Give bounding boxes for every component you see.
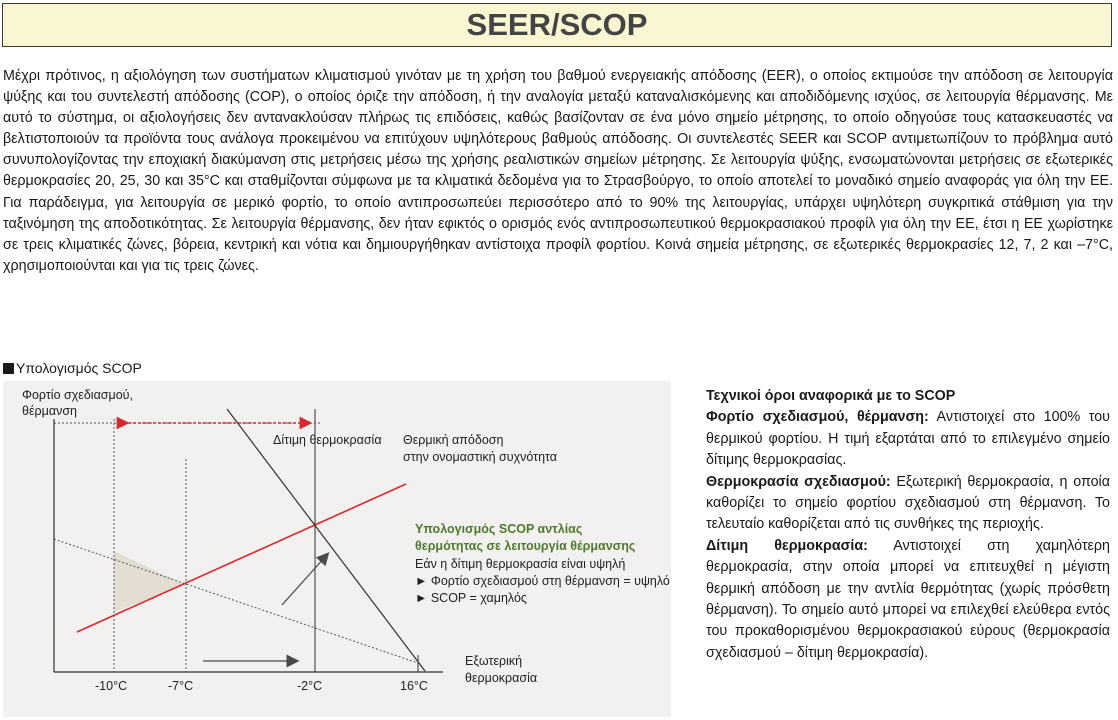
condition-text: Εάν η δίτιμη θερμοκρασία είναι υψηλή (415, 557, 626, 571)
tick-16: 16°C (400, 679, 428, 693)
terms-heading: Τεχνικοί όροι αναφορικά με το SCOP (706, 388, 956, 404)
y-axis-label-1: Φορτίο σχεδιασμού, (22, 388, 133, 402)
scop-title-2: θερμότητας σε λειτουργία θέρμανσης (415, 539, 636, 553)
square-bullet-icon (3, 363, 14, 374)
x-axis-label-2: θερμοκρασία (465, 671, 538, 685)
term-design-temp-text: Εξωτερική θερμοκρασία, η οποία καθορίζει το σημείο φορτίου σχεδιασμού στη θέρμανση. Το τελευταίο καθορίζεται από τις συνθήκες της περιοχής. (706, 473, 1110, 533)
y-axis-label-2: θέρμανση (22, 404, 77, 418)
x-axis-label-1: Εξωτερική (465, 654, 523, 668)
page-title: SEER/SCOP (466, 7, 648, 42)
tick-minus7: -7°C (168, 679, 194, 693)
scop-title-1: Υπολογισμός SCOP αντλίας (415, 522, 583, 536)
bullet-design-load: ► Φορτίο σχεδιασμού στη θέρμανση = υψηλό (415, 574, 670, 588)
tick-minus2: -2°C (297, 679, 323, 693)
technical-terms (706, 386, 1110, 664)
term-bivalent-title: Δίτιμη θερμοκρασία: (706, 537, 868, 554)
term-design-temp-title: Θερμοκρασία σχεδιασμού: (706, 473, 891, 490)
section-heading-label: Υπολογισμός SCOP (16, 360, 142, 376)
section-heading (3, 360, 142, 376)
scop-diagram (3, 381, 671, 717)
term-bivalent-text: Αντιστοιχεί στη χαμηλότερη θερμοκρασία, στην οποία μπορεί να επιτευχθεί η μέγιστη θερμική απόδοση με την αντλία θερμότητας (χωρίς πρόσθετη θέρμανση). Το σημείο αυτό μπορεί να επιλεχθεί ελεύθερα εντός του προκαθορισμένου θερμοκρασιακού εύρους (θερμοκρασία σχεδιασμού – δίτιμη θερμοκρασία). (706, 537, 1110, 661)
heat-output-label-2: στην ονομαστική συχνότητα (403, 450, 558, 464)
term-design-temp (706, 472, 1110, 536)
tick-minus10: -10°C (95, 679, 128, 693)
heat-output-label-1: Θερμική απόδοση (403, 433, 504, 447)
term-design-load-text: Αντιστοιχεί στο 100% του θερμικού φορτίου. Η τιμή εξαρτάται από το επιλεγμένο σημείο δίτιμης θερμοκρασίας. (706, 409, 1110, 469)
term-design-load (706, 407, 1110, 471)
bullet-scop: ► SCOP = χαμηλός (415, 591, 527, 605)
title-banner (2, 3, 1112, 47)
term-design-load-title: Φορτίο σχεδιασμού, θέρμανση: (706, 409, 929, 426)
term-bivalent (706, 536, 1110, 664)
intro-paragraph: Μέχρι πρότινος, η αξιολόγηση των συστήματων κλιματισμού γινόταν με τη χρήση του βαθμού ενεργειακής απόδοσης (EER), ο οποίος εκτιμούσε την απόδοση σε λειτουργία ψύξης και του συντελεστή απόδοσης (COP), ο οποίος όριζε την απόδοση, ή την αναλογία μεταξύ καταναλισκόμενης και αποδιδόμενης ισχύος, σε λειτουργία θέρμανσης. Με αυτό το σύστημα, οι αξιολογήσεις δεν αντανακλούσαν πλήρως τις επιδόσεις, καθώς βασίζονταν σε ένα μόνο σημείο μέτρησης, το οποίο οδηγούσε τους κατασκευαστές να βελτιστοποιούν τα προϊόντα τους ανάλογα προκειμένου να επιτύχουν υψηλότερους βαθμούς απόδοσης. Οι συντελεστές SEER και SCOP αντιμετωπίζουν το πρόβλημα αυτό συνυπολογίζοντας την εποχιακή διακύμανση στις μετρήσεις μέσω της χρήσης ρεαλιστικών σημείων μέτρησης. Σε λειτουργία ψύξης, ενσωματώνονται μετρήσεις σε εξωτερικές θερμοκρασίες 20, 25, 30 και 35°C και σταθμίζονται σύμφωνα με τα κλιματικά δεδομένα για το Στρασβούργο, το οποίο αποτελεί το μοναδικό σημείο αναφοράς για όλη την ΕΕ. Για παράδειγμα, για λειτουργία σε μερικό φορτίο, το οποίο αντιπροσωπεύει περισσότερο από το 90% της λειτουργίας, υπάρχει υψηλότερη συγκριτικά στάθμιση για την ταξινόμηση της αποδοτικότητας. Σε λειτουργία θέρμανσης, δεν ήταν εφικτός ο ορισμός ενός αντιπροσωπευτικού θερμοκρασιακού προφίλ για όλη την ΕΕ, έτσι η ΕΕ χωρίστηκε σε τρεις κλιματικές ζώνες, βόρεια, κεντρική και νότια και δημιουργήθηκαν αντίστοιχα προφίλ φορτίου. Κοινά σημεία μέτρησης, σε εξωτερικές θερμοκρασίες 12, 7, 2 και –7°C, χρησιμοποιούνται και για τις τρεις ζώνες. (3, 68, 1113, 274)
bivalent-label: Δίτιμη θερμοκρασία (273, 433, 382, 447)
